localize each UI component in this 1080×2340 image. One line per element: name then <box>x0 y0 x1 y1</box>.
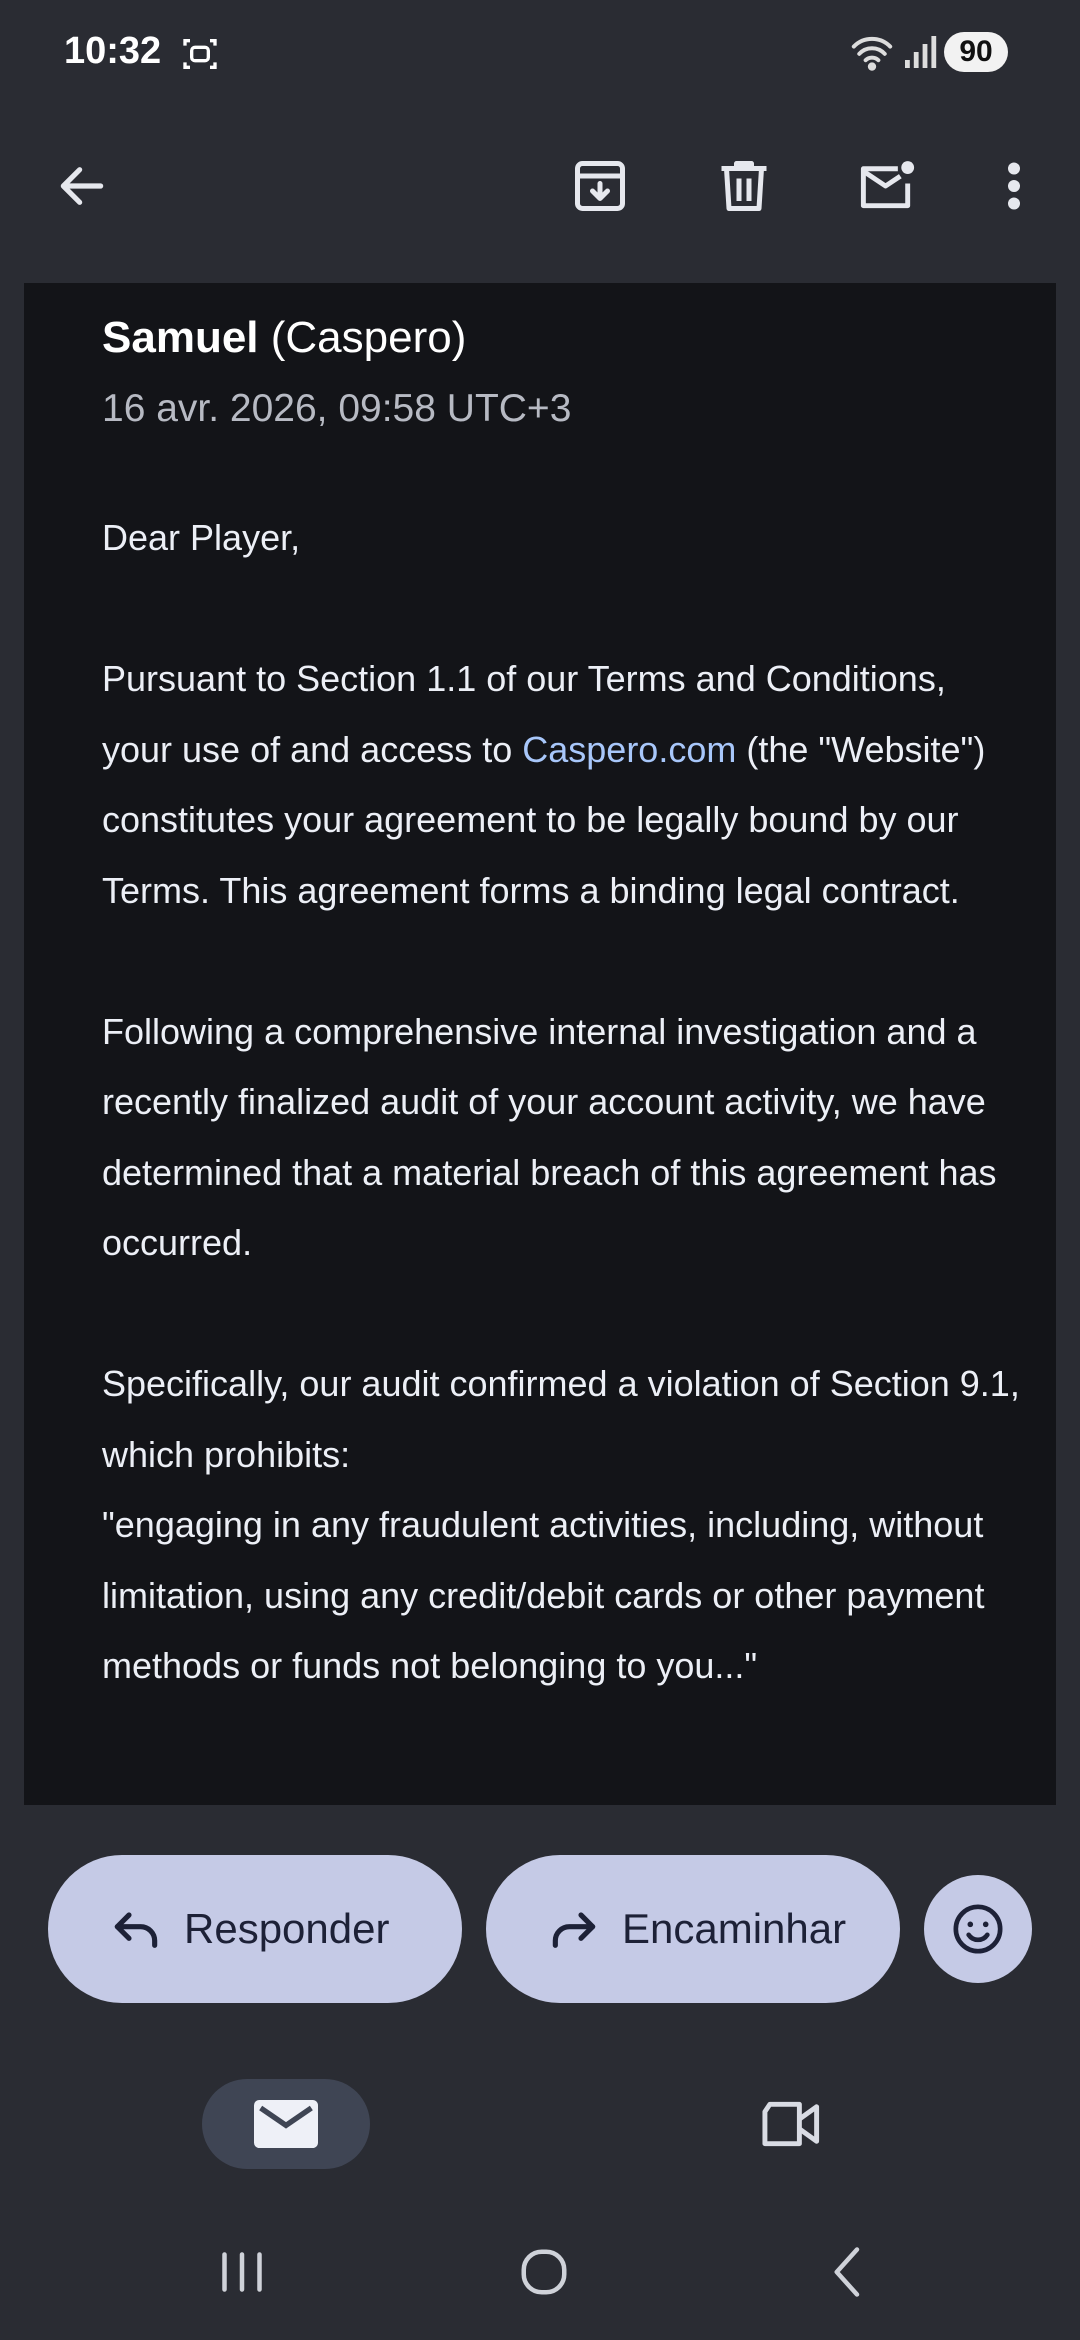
archive-button[interactable] <box>552 138 648 234</box>
paragraph-1-text-b: (the "Website") constitutes your agreement to be legally bound by our Terms. This agreement forms a binding legal contract. <box>102 728 986 911</box>
sender-name: Samuel <box>102 313 259 362</box>
paragraph-3-line: Specifically, our audit confirmed a violation of Section 9.1, which prohibits: <box>102 1363 1020 1475</box>
nav-meet-tab[interactable] <box>742 2079 842 2169</box>
battery-indicator: 90 <box>944 32 1008 72</box>
video-camera-icon <box>760 2098 824 2150</box>
more-options-button[interactable] <box>966 138 1062 234</box>
wifi-icon <box>850 32 894 77</box>
reply-label: Responder <box>184 1905 390 1952</box>
greeting: Dear Player, <box>102 517 301 558</box>
reply-icon <box>108 1901 164 1957</box>
system-back-icon <box>824 2245 872 2299</box>
emoji-reaction-button[interactable] <box>924 1875 1032 1983</box>
delete-icon <box>714 156 774 216</box>
recents-icon <box>217 2247 267 2297</box>
paragraph-3 <box>102 1349 1022 1702</box>
delete-button[interactable] <box>696 138 792 234</box>
emoji-icon <box>950 1901 1006 1957</box>
reply-button[interactable] <box>48 1855 462 2003</box>
mark-unread-icon <box>856 156 920 216</box>
bottom-navigation <box>0 2050 1080 2200</box>
signal-icon <box>905 34 937 75</box>
system-back-button[interactable] <box>798 2232 898 2312</box>
paragraph-2: Following a comprehensive internal investigation and a recently finalized audit of your account activity, we have determined that a material breach of this agreement has occurred. <box>102 1010 997 1263</box>
email-date: 16 avr. 2026, 09:58 UTC+3 <box>102 387 572 430</box>
screenshot-icon <box>180 34 220 79</box>
recents-button[interactable] <box>192 2232 292 2312</box>
email-message <box>24 283 1056 1805</box>
back-button[interactable] <box>34 138 130 234</box>
home-icon <box>517 2245 571 2299</box>
nav-mail-tab[interactable] <box>202 2079 370 2169</box>
email-body <box>102 503 1022 1702</box>
status-time: 10:32 <box>64 30 162 72</box>
more-vert-icon <box>999 156 1029 216</box>
paragraph-1 <box>102 644 1022 926</box>
forward-icon <box>546 1901 602 1957</box>
mark-unread-button[interactable] <box>840 138 936 234</box>
paragraph-1-text-a: Pursuant to Section 1.1 of our Terms and Conditions, your use of and access to <box>102 658 946 770</box>
forward-button[interactable] <box>486 1855 900 2003</box>
mail-icon <box>254 2099 318 2149</box>
status-bar <box>0 0 1080 110</box>
paragraph-3-quote: "engaging in any fraudulent activities, including, without limitation, using any credit/debit cards or other payment methods or funds not belonging to you..." <box>102 1504 985 1686</box>
caspero-link[interactable]: Caspero.com <box>522 728 737 770</box>
archive-icon <box>570 156 630 216</box>
sender <box>102 313 466 363</box>
sender-org: (Caspero) <box>258 313 467 362</box>
forward-label: Encaminhar <box>622 1905 847 1952</box>
back-arrow-icon <box>54 158 110 214</box>
home-button[interactable] <box>494 2232 594 2312</box>
